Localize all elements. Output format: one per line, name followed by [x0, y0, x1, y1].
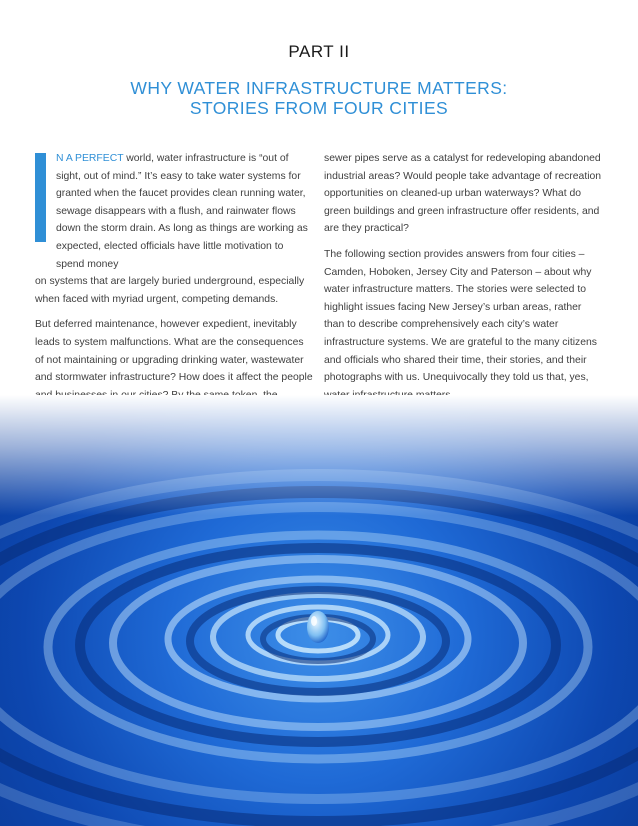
title-line-2: STORIES FROM FOUR CITIES: [189, 98, 449, 118]
right-column: [324, 150, 604, 412]
drop-cap-bar: [35, 153, 46, 242]
lead-words: N A PERFECT: [56, 153, 124, 164]
intro-paragraph: [35, 150, 313, 273]
intro-text: world, water infrastructure is “out of sight, out of mind.” It’s easy to take water systems for granted when the faucet provides clean running water, sewage disappears with a flush, and rainwater flows down the storm drain. As long as things are working as expected, elected officials have little motivation to spend money: [56, 153, 308, 270]
paragraph-deferred-maintenance: But deferred maintenance, however expedient, inevitably leads to system malfunctions. What are the consequences of not maintaining or upgrading drinking water, wastewater and stormwater infrastructure? How does it affect the people: [35, 319, 313, 384]
intro-continuation: on systems that are largely buried underground, especially when faced with myriad urgent, competing demands.: [35, 276, 305, 305]
title-line-1: WHY WATER INFRASTRUCTURE MATTERS:: [130, 78, 508, 98]
water-ripple-illustration: [0, 395, 638, 826]
part-label: PART II: [288, 42, 350, 61]
paragraph-four-cities: The following section provides answers from four cities – Camden, Hoboken, Jersey City and Paterson – about why water infrastructure matters. The stories were selected to highlight issues facing New Jersey’s urban areas, rather than to describe comprehensively each city’s water infrastructure systems. We are grateful to the many citizens and officials who shared their time, their stories, and their photographs with us. Unequivocally they told us that, yes,: [324, 248, 597, 384]
paragraph-sewer-pipes: sewer pipes serve as a catalyst for redeveloping abandoned industrial areas? Would people take advantage of recreation opportunities on cleaned-up urban waterways? What do green buildings and green infrastructure offer residents, and are they practical?: [324, 153, 602, 235]
page-title: [0, 78, 638, 118]
water-ripple-photo: [0, 395, 638, 826]
